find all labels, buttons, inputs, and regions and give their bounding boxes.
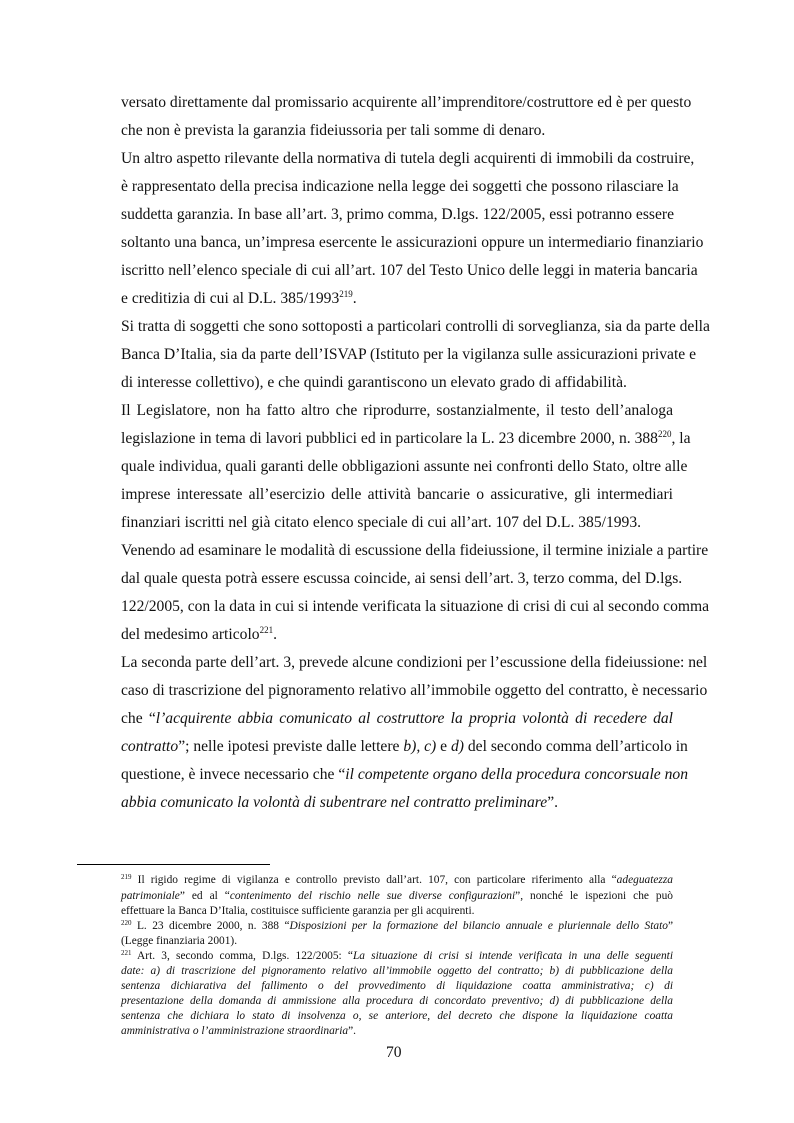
footnote-separator bbox=[77, 864, 270, 865]
footnote-line: patrimoniale” ed al “contenimento del rischio nelle sue diverse configurazioni”, nonché le ispezioni che può bbox=[121, 890, 673, 902]
body-line: versato direttamente dal promissario acquirente all’imprenditore/costruttore ed è per questo bbox=[121, 94, 692, 111]
body-line: Venendo ad esaminare le modalità di escussione della fideiussione, il termine iniziale a partire bbox=[121, 542, 709, 559]
body-line: questione, è invece necessario che “il competente organo della procedura concorsuale non bbox=[121, 766, 688, 783]
body-line: soltanto una banca, un’impresa esercente le assicurazioni oppure un intermediario finanziario bbox=[121, 234, 704, 251]
footnote-219: $^{219}$ Il rigido regime di vigilanza e controllo previsto dall’art. 107, con particolare riferimento alla “adeguatezza bbox=[121, 873, 673, 886]
body-line: caso di trascrizione del pignoramento relativo all’immobile oggetto del contratto, è necessario bbox=[121, 682, 708, 699]
body-line: suddetta garanzia. In base all’art. 3, primo comma, D.lgs. 122/2005, essi potranno essere bbox=[121, 206, 674, 223]
page-number: 70 bbox=[386, 1044, 402, 1061]
footnote-line: sentenza dichiarativa del fallimento o del provvedimento di liquidazione coatta amministrativa; c) di bbox=[121, 980, 673, 992]
body-line: legislazione in tema di lavori pubblici ed in particolare la L. 23 dicembre 2000, n. $388^{220}$, la bbox=[121, 429, 691, 447]
body-line: dal quale questa potrà essere escussa coincide, ai sensi dell’art. 3, terzo comma, del D.lgs. bbox=[121, 570, 683, 587]
footnote-line: (Legge finanziaria 2001). bbox=[121, 935, 238, 947]
footnote-line: effettuare la Banca D’Italia, costituisce sufficiente garanzia per gli acquirenti. bbox=[121, 905, 475, 917]
body-line: del medesimo articolo$^{221}$. bbox=[121, 625, 277, 643]
body-line: 122/2005, con la data in cui si intende verificata la situazione di crisi di cui al secondo comma bbox=[121, 598, 710, 615]
body-line: Banca D’Italia, sia da parte dell’ISVAP (Istituto per la vigilanza sulle assicurazioni private e bbox=[121, 346, 697, 363]
body-line: Si tratta di soggetti che sono sottoposti a particolari controlli di sorveglianza, sia da parte della bbox=[121, 318, 710, 335]
body-line: contratto”; nelle ipotesi previste dalle lettere b), c) e d) del secondo comma dell’articolo in bbox=[121, 738, 688, 755]
footnote-line: sentenza che dichiara lo stato di insolvenza o, se anteriore, del decreto che dispone la liquidazione coatta bbox=[121, 1010, 673, 1022]
body-line: finanziari iscritti nel già citato elenco speciale di cui all’art. 107 del D.L. 385/1993. bbox=[121, 514, 642, 531]
body-line: Un altro aspetto rilevante della normativa di tutela degli acquirenti di immobili da costruire, bbox=[121, 150, 695, 167]
footnote-ref-220[interactable]: 220 bbox=[657, 429, 672, 439]
body-line: abbia comunicato la volontà di subentrare nel contratto preliminare”. bbox=[121, 794, 559, 811]
footnote-ref-219[interactable]: 219 bbox=[339, 289, 353, 299]
footnote-line: date: a) di trascrizione del pignoramento relativo all’immobile oggetto del contratto; b) di pubblicazione della bbox=[121, 965, 673, 977]
body-line: imprese interessate all’esercizio delle attività bancarie o assicurative, gli intermediari bbox=[121, 486, 673, 503]
footnote-line: presentazione della domanda di ammissione alla procedura di concordato preventivo; d) di pubblicazione della bbox=[121, 995, 673, 1007]
body-line: è rappresentato della precisa indicazione nella legge dei soggetti che possono rilasciare la bbox=[121, 178, 679, 195]
body-line: Il Legislatore, non ha fatto altro che riprodurre, sostanzialmente, il testo dell’analoga bbox=[121, 402, 673, 419]
footnote-line: amministrativa o l’amministrazione straordinaria”. bbox=[121, 1025, 356, 1037]
body-line: quale individua, quali garanti delle obbligazioni assunte nei confronti dello Stato, oltre alle bbox=[121, 458, 688, 475]
body-line: La seconda parte dell’art. 3, prevede alcune condizioni per l’escussione della fideiussione: nel bbox=[121, 654, 708, 671]
footnote-221: $^{221}$ Art. 3, secondo comma, D.lgs. 122/2005: “La situazione di crisi si intende verificata in una delle seguenti bbox=[121, 949, 674, 962]
body-line: di interesse collettivo), e che quindi garantiscono un elevato grado di affidabilità. bbox=[121, 374, 627, 391]
footnote-220: $^{220}$ L. 23 dicembre 2000, n. 388 “Disposizioni per la formazione del bilancio annuale e pluriennale dello Stato” bbox=[121, 919, 674, 932]
body-line: iscritto nell’elenco speciale di cui all’art. 107 del Testo Unico delle leggi in materia bancaria bbox=[121, 262, 698, 279]
body-line: e creditizia di cui al D.L. 385/1993$^{219}$. bbox=[121, 289, 357, 307]
footnote-ref-221[interactable]: 221 bbox=[259, 625, 274, 635]
body-line: che “l’acquirente abbia comunicato al costruttore la propria volontà di recedere dal bbox=[121, 710, 673, 727]
body-line: che non è prevista la garanzia fideiussoria per tali somme di denaro. bbox=[121, 122, 546, 139]
